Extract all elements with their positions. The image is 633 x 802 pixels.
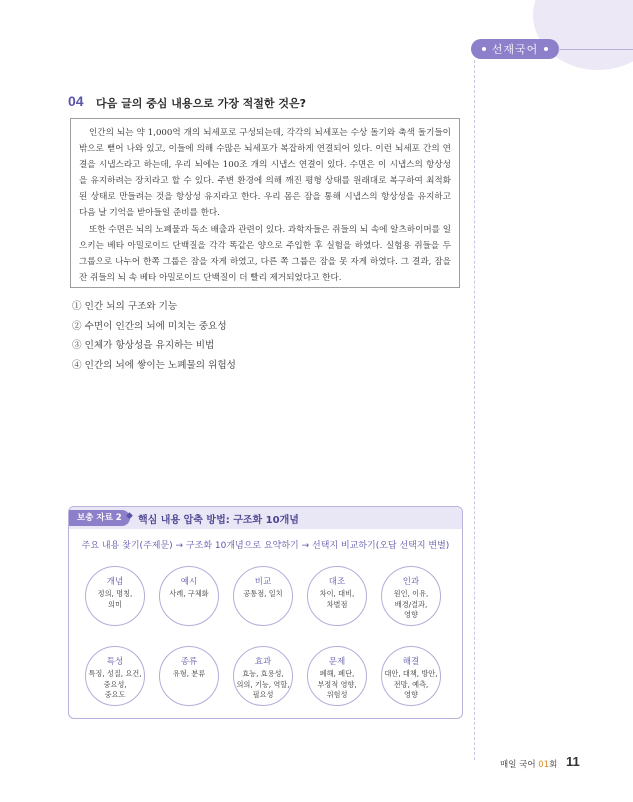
concept-desc-line: 필요성 <box>252 690 274 699</box>
supplement-header <box>69 507 462 529</box>
supplement-box <box>68 506 463 719</box>
concept-circle <box>381 566 441 626</box>
concept-desc-line: 효능, 효용성, <box>242 669 284 678</box>
choice-2[interactable]: ② 수면이 인간의 뇌에 미치는 중요성 <box>72 320 227 332</box>
concept-desc-line: 의미 <box>108 599 122 609</box>
concept-title: 개념 <box>106 577 124 587</box>
reading-passage <box>70 118 460 288</box>
concept-circle <box>307 566 367 626</box>
dot-icon <box>482 47 486 51</box>
concept-desc <box>160 669 218 680</box>
passage-paragraph: 또한 수면은 뇌의 노폐물과 독소 배출과 관련이 있다. 과학자들은 쥐들의 뇌 속에 알츠하이머를 일으키는 베타 아밀로이드 단백질을 각각 똑같은 양으로 주입한 후 실험을 하였다. 실험용 쥐들을 두 그룹으로 나누어 한쪽 그룹은 잠을 자게 하였고, 다른 쪽 그룹은 잠을 못 자게 하였다. 그 결과, 잠을 잔 쥐들의 뇌 속 베타 아밀로이드 단백질이 더 빨리 제거되었다고 한다. <box>79 224 452 283</box>
concept-desc <box>86 589 144 610</box>
column-divider <box>474 60 475 760</box>
concept-desc <box>308 669 366 701</box>
concept-desc-line: 공통점, 일치 <box>243 589 283 598</box>
passage-paragraph: 인간의 뇌는 약 1,000억 개의 뇌세포로 구성되는데, 각각의 뇌세포는 수상 돌기와 축색 돌기들이 밖으로 뻗어 나와 있고, 이들에 의해 수많은 뇌세포가 복잡하게 연결되어 있다. 이런 뇌세포 간의 연결을 시냅스라고 하는데, 우리 뇌에는 100조 개의 시냅스 연결이 있다. 수면은 이 시냅스의 항상성을 유지하려는 장치라고 할 수 있다. 주변 환경에 의해 깨진 평형 상태를 원래대로 복구하여 최적화된 상태로 만들려는 것을 항상성 유지라고 한다. 우리 몸은 잠을 통해 시냅스의 항상성을 유지하고 다음 날 기억을 받아들일 준비를 한다. <box>79 128 451 219</box>
concept-desc <box>382 669 440 701</box>
dot-icon <box>544 47 548 51</box>
concept-circle <box>307 646 367 706</box>
concept-desc-line: 특징, 성질, 요건, <box>88 669 142 678</box>
concept-title: 비교 <box>254 577 272 587</box>
concept-desc-line: 사례, 구체화 <box>169 589 209 598</box>
concept-desc-line: 정의, 명칭, <box>97 589 133 598</box>
concept-circle <box>85 646 145 706</box>
concept-title: 인과 <box>402 577 420 587</box>
concept-desc-line: 위험성 <box>326 690 348 699</box>
concept-title: 문제 <box>328 657 346 667</box>
concept-desc-line: 차별점 <box>326 599 348 609</box>
footer-unit: 회 <box>549 760 558 770</box>
concept-desc-line: 중요성, <box>103 679 127 689</box>
diamond-icon: ◆ <box>126 511 133 521</box>
concept-desc-line: 영향 <box>404 610 418 619</box>
badge-divider <box>558 49 633 50</box>
concept-circle <box>85 566 145 626</box>
choice-3[interactable]: ③ 인체가 항상성을 유지하는 비법 <box>72 340 215 351</box>
question-number: 04 <box>68 93 84 109</box>
concept-desc-line: 유형, 분류 <box>172 669 206 678</box>
page-number: 11 <box>566 754 580 769</box>
concept-desc-line: 대안, 대책, 방안, <box>384 669 438 678</box>
concept-desc-line: 전망, 예측, <box>393 679 429 689</box>
concept-desc-line: 중요도 <box>104 690 126 699</box>
concept-desc <box>234 589 292 600</box>
concept-circle <box>233 646 293 706</box>
question-title: 다음 글의 중심 내용으로 가장 적절한 것은? <box>96 97 306 110</box>
series-badge <box>471 39 559 59</box>
concept-title: 해결 <box>402 657 420 667</box>
choice-4[interactable]: ④ 인간의 뇌에 쌓이는 노폐물의 위험성 <box>72 359 236 371</box>
concept-desc-line: 부정적 영향, <box>317 679 357 689</box>
answer-choices <box>72 297 236 375</box>
concept-desc <box>382 589 440 621</box>
concept-desc <box>308 589 366 610</box>
concept-desc-line: 영향 <box>404 690 418 699</box>
concept-title: 예시 <box>180 577 198 587</box>
concept-title: 특성 <box>106 657 124 667</box>
choice-1[interactable]: ① 인간 뇌의 구조와 기능 <box>72 301 178 312</box>
concept-title: 효과 <box>254 657 272 667</box>
supplement-subtitle: 주요 내용 찾기(주제문) → 구조화 10개념으로 요약하기 → 선택지 비교하기(오답 선택지 변별) <box>81 541 450 551</box>
concept-circle <box>159 566 219 626</box>
concept-circle <box>381 646 441 706</box>
badge-label: 선재국어 <box>491 43 539 56</box>
concept-desc-line: 폐해, 폐단, <box>319 669 355 678</box>
concept-circle <box>233 566 293 626</box>
footer-issue: 01 <box>538 760 550 770</box>
footer-label <box>500 758 557 770</box>
concept-desc-line: 의의, 기능, 역할, <box>236 679 290 689</box>
supplement-tag: 보충 자료 2 <box>69 510 130 526</box>
corner-decoration <box>533 0 633 70</box>
concept-desc <box>160 589 218 600</box>
concept-title: 대조 <box>328 577 346 587</box>
concept-desc-line: 원인, 이유, <box>393 589 429 598</box>
footer-series: 매일 국어 <box>500 760 536 770</box>
concept-desc <box>234 669 292 701</box>
concept-desc-line: 차이, 대비, <box>319 589 355 598</box>
concept-title: 종류 <box>180 657 198 667</box>
concept-desc <box>86 669 144 701</box>
supplement-title: 핵심 내용 압축 방법: 구조화 10개념 <box>138 515 299 526</box>
concept-desc-line: 배경/결과, <box>394 599 428 609</box>
concept-circle <box>159 646 219 706</box>
